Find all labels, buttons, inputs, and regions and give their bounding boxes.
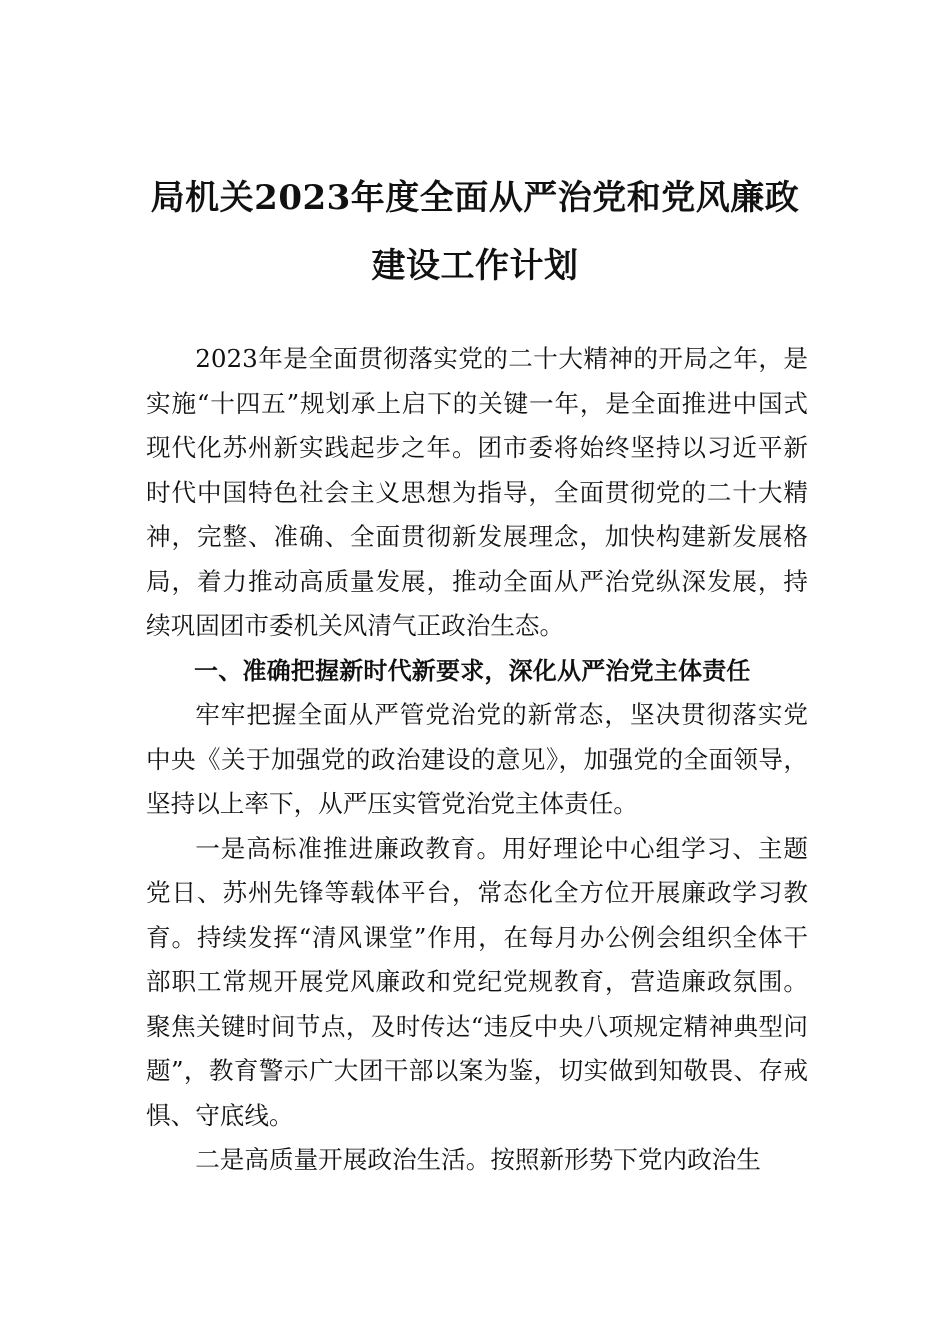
item-2-paragraph: 二是高质量开展政治生活。按照新形势下党内政治生: [195, 1145, 761, 1174]
document-body: [146, 337, 808, 1183]
section-1-paragraph: 牢牢把握全面从严管党治党的新常态，坚决贯彻落实党中央《关于加强党的政治建设的意见》，加强党的全面领导，坚持以上率下，从严压实管党治党主体责任。: [146, 700, 808, 818]
item-1-paragraph: 一是高标准推进廉政教育。用好理论中心组学习、主题党日、苏州先锋等载体平台，常态化全方位开展廉政学习教育。持续发挥“清风课堂”作用，在每月办公例会组织全体干部职工常规开展党风廉政和党纪党规教育，营造廉政氛围。聚焦关键时间节点，及时传达“违反中央八项规定精神典型问题”，教育警示广大团干部以案为鉴，切实做到知敬畏、存戒惧、守底线。: [146, 833, 808, 1130]
document-title-line-2: 建设工作计划: [371, 246, 579, 286]
document-title-line-1: 局机关2023年度全面从严治党和党风廉政: [150, 178, 800, 218]
intro-paragraph: 2023年是全面贯彻落实党的二十大精神的开局之年，是实施“十四五”规划承上启下的关键一年，是全面推进中国式现代化苏州新实践起步之年。团市委将始终坚持以习近平新时代中国特色社会主义思想为指导，全面贯彻党的二十大精神，完整、准确、全面贯彻新发展理念，加快构建新发展格局，着力推动高质量发展，推动全面从严治党纵深发展，持续巩固团市委机关风清气正政治生态。: [146, 344, 808, 640]
section-heading-1: 一、准确把握新时代新要求，深化从严治党主体责任: [194, 656, 751, 685]
